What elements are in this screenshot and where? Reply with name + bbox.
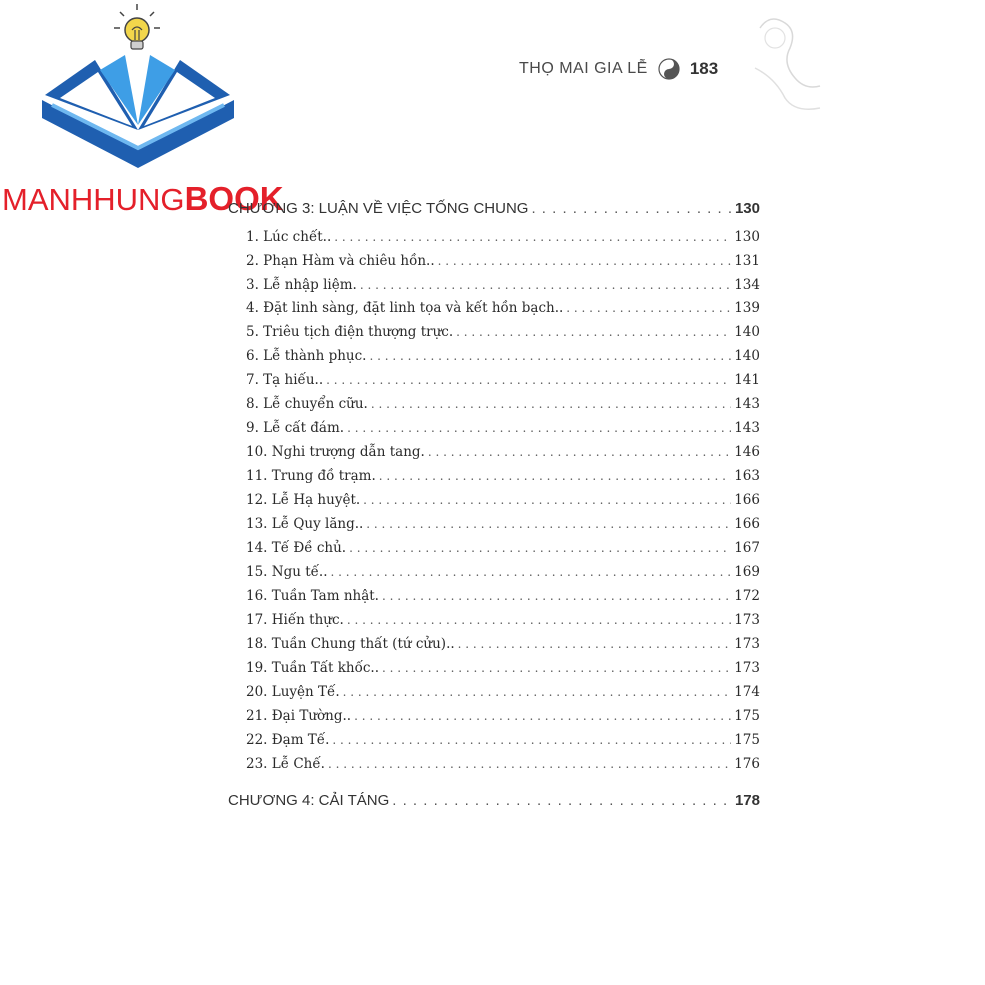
toc-item-label: 10. Nghi trượng dẫn tang. bbox=[246, 444, 425, 460]
toc-item-label: 8. Lễ chuyển cữu. bbox=[246, 396, 368, 412]
toc-item-page: 130 bbox=[734, 229, 760, 245]
toc-item-page: 175 bbox=[734, 708, 760, 724]
toc-item bbox=[246, 300, 760, 316]
dot-leader bbox=[382, 589, 731, 603]
toc-item-label: 20. Luyện Tế. bbox=[246, 684, 340, 700]
toc-item bbox=[246, 420, 760, 436]
chapter-page: 178 bbox=[734, 792, 760, 809]
toc-item-page: 169 bbox=[734, 564, 760, 580]
toc-item-page: 131 bbox=[734, 253, 760, 269]
toc-item-page: 134 bbox=[734, 277, 760, 293]
toc-item-label: 18. Tuần Chung thất (tứ cửu).. bbox=[246, 636, 455, 652]
toc-item-page: 140 bbox=[734, 348, 760, 364]
dot-leader bbox=[343, 685, 732, 699]
toc-item bbox=[246, 492, 760, 508]
toc-item bbox=[246, 660, 760, 676]
toc-item bbox=[246, 684, 760, 700]
toc-item-page: 173 bbox=[734, 660, 760, 676]
dot-leader bbox=[392, 792, 732, 809]
toc-item bbox=[246, 444, 760, 460]
toc-item bbox=[246, 708, 760, 724]
toc-item-label: 15. Ngu tế.. bbox=[246, 564, 328, 580]
toc-item bbox=[246, 756, 760, 772]
dot-leader bbox=[363, 493, 731, 507]
toc-item bbox=[246, 732, 760, 748]
toc-item-label: 19. Tuần Tất khốc.. bbox=[246, 660, 379, 676]
dot-leader bbox=[347, 613, 731, 627]
dot-leader bbox=[331, 565, 732, 579]
dot-leader bbox=[332, 733, 731, 747]
dot-leader bbox=[328, 757, 731, 771]
toc-item-label: 3. Lễ nhập liệm. bbox=[246, 277, 357, 293]
toc-item-page: 173 bbox=[734, 612, 760, 628]
toc-item-page: 166 bbox=[734, 492, 760, 508]
dot-leader bbox=[366, 517, 731, 531]
toc-item bbox=[246, 372, 760, 388]
toc-item bbox=[246, 396, 760, 412]
toc-item-label: 6. Lễ thành phục. bbox=[246, 348, 367, 364]
dot-leader bbox=[458, 637, 732, 651]
toc-item-label: 21. Đại Tường.. bbox=[246, 708, 352, 724]
dot-leader bbox=[349, 541, 731, 555]
toc-item bbox=[246, 588, 760, 604]
page-number: 183 bbox=[689, 59, 719, 78]
toc-item-label: 22. Đạm Tế. bbox=[246, 732, 330, 748]
toc-item bbox=[246, 277, 760, 293]
brand-name-part1: MANHHUNG bbox=[2, 182, 185, 217]
toc-item-page: 163 bbox=[734, 468, 760, 484]
brand-name-part2: BOOK bbox=[184, 180, 284, 217]
toc-item-label: 9. Lễ cất đám. bbox=[246, 420, 345, 436]
toc-item bbox=[246, 636, 760, 652]
dot-leader bbox=[566, 301, 731, 315]
dot-leader bbox=[360, 278, 731, 292]
toc-item bbox=[246, 468, 760, 484]
toc-item-page: 143 bbox=[734, 420, 760, 436]
toc-item-label: 4. Đặt linh sàng, đặt linh tọa và kết hồn bạch.. bbox=[246, 300, 564, 316]
toc-item bbox=[246, 229, 760, 245]
dot-leader bbox=[369, 349, 731, 363]
toc-item bbox=[246, 516, 760, 532]
dot-leader bbox=[379, 469, 731, 483]
toc-item-page: 175 bbox=[734, 732, 760, 748]
dot-leader bbox=[428, 445, 731, 459]
dot-leader bbox=[326, 373, 731, 387]
toc-item-page: 141 bbox=[734, 372, 760, 388]
toc-item-page: 139 bbox=[734, 300, 760, 316]
toc-item-page: 140 bbox=[734, 324, 760, 340]
toc-chapter-3 bbox=[228, 200, 760, 217]
chapter-title: CHƯƠNG 4: CẢI TÁNG bbox=[228, 792, 390, 809]
dot-leader bbox=[334, 230, 731, 244]
dot-leader bbox=[354, 709, 731, 723]
toc-item-label: 2. Phạn Hàm và chiêu hồn.. bbox=[246, 253, 435, 269]
toc-item-label: 7. Tạ hiếu.. bbox=[246, 372, 324, 388]
toc-item-label: 5. Triêu tịch điện thượng trực. bbox=[246, 324, 454, 340]
toc-item-page: 172 bbox=[734, 588, 760, 604]
toc-item-page: 173 bbox=[734, 636, 760, 652]
toc-item-page: 166 bbox=[734, 516, 760, 532]
dot-leader bbox=[371, 397, 731, 411]
toc-item-label: 1. Lúc chết.. bbox=[246, 229, 332, 245]
toc-item-label: 16. Tuần Tam nhật. bbox=[246, 588, 379, 604]
toc-item bbox=[246, 540, 760, 556]
book-title: THỌ MAI GIA LỄ bbox=[519, 60, 648, 77]
dot-leader bbox=[456, 325, 731, 339]
toc-item bbox=[246, 253, 760, 269]
toc-item-label: 12. Lễ Hạ huyệt. bbox=[246, 492, 361, 508]
dot-leader bbox=[531, 200, 732, 217]
toc-item-page: 174 bbox=[734, 684, 760, 700]
toc-item bbox=[246, 324, 760, 340]
toc-item-label: 13. Lễ Quy lăng.. bbox=[246, 516, 364, 532]
dot-leader bbox=[347, 421, 731, 435]
toc-item-label: 17. Hiến thực. bbox=[246, 612, 344, 628]
toc-item-page: 143 bbox=[734, 396, 760, 412]
toc-item bbox=[246, 564, 760, 580]
chapter-page: 130 bbox=[734, 200, 760, 217]
toc-item-page: 176 bbox=[734, 756, 760, 772]
toc-item bbox=[246, 612, 760, 628]
toc-item bbox=[246, 348, 760, 364]
dot-leader bbox=[382, 661, 731, 675]
toc-item-label: 14. Tế Đề chủ. bbox=[246, 540, 347, 556]
toc-item-page: 146 bbox=[734, 444, 760, 460]
toc-chapter-4 bbox=[228, 792, 760, 809]
toc-item-page: 167 bbox=[734, 540, 760, 556]
toc-item-label: 11. Trung đồ trạm. bbox=[246, 468, 376, 484]
chapter-title: CHƯƠNG 3: LUẬN VỀ VIỆC TỐNG CHUNG bbox=[228, 200, 529, 217]
toc-item-label: 23. Lễ Chế. bbox=[246, 756, 325, 772]
dot-leader bbox=[438, 254, 732, 268]
